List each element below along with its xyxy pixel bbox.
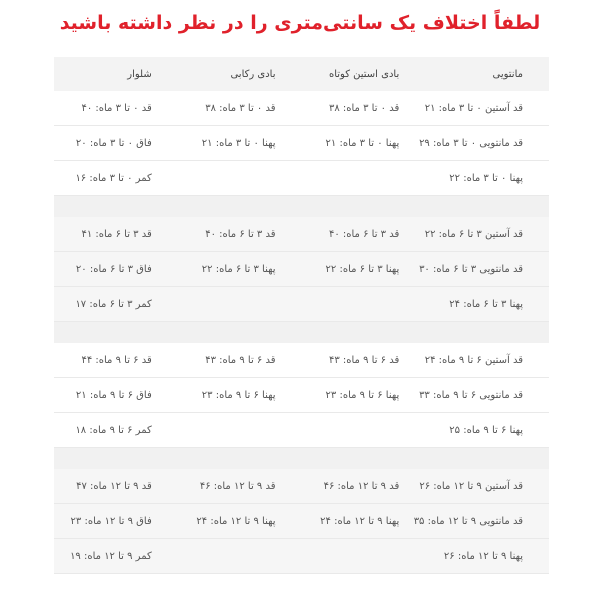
- cell-manto: پهنا ۶ تا ۹ ماه: ۲۵: [449, 424, 523, 436]
- table-row: [54, 252, 549, 287]
- table-row: [54, 504, 549, 539]
- cell-manto: قد مانتویی ۳ تا ۶ ماه: ۳۰: [419, 263, 523, 275]
- cell-pants: کمر ۹ تا ۱۲ ماه: ۱۹: [70, 550, 152, 562]
- cell-short-sleeve-body: [302, 287, 426, 321]
- table-row: [54, 469, 549, 504]
- cell-sleeveless-body: پهنا ۶ تا ۹ ماه: ۲۳: [201, 389, 276, 401]
- cell-manto: قد مانتویی ۹ تا ۱۲ ماه: ۳۵: [413, 515, 523, 527]
- cell-short-sleeve-body: پهنا ۳ تا ۶ ماه: ۲۲: [325, 263, 400, 275]
- table-row: [54, 161, 549, 196]
- table-row: [54, 413, 549, 448]
- cell-short-sleeve-body: پهنا ۹ تا ۱۲ ماه: ۲۴: [320, 515, 400, 527]
- table-row: [54, 217, 549, 252]
- header-cell-manto: مانتویی: [492, 68, 523, 80]
- cell-sleeveless-body: پهنا ۹ تا ۱۲ ماه: ۲۴: [196, 515, 276, 527]
- cell-short-sleeve-body: پهنا ۰ تا ۳ ماه: ۲۱: [325, 137, 400, 149]
- header-cell-pants: شلوار: [127, 68, 152, 80]
- cell-sleeveless-body: قد ۶ تا ۹ ماه: ۴۳: [205, 354, 276, 366]
- cell-pants: فاق ۹ تا ۱۲ ماه: ۲۳: [70, 515, 152, 527]
- cell-pants: فاق ۳ تا ۶ ماه: ۲۰: [75, 263, 152, 275]
- table-row: [54, 287, 549, 322]
- cell-sleeveless-body: [178, 413, 302, 447]
- cell-manto: پهنا ۹ تا ۱۲ ماه: ۲۶: [443, 550, 523, 562]
- group-separator: [54, 448, 549, 469]
- size-table: [54, 57, 549, 574]
- group-separator: [54, 196, 549, 217]
- cell-sleeveless-body: [178, 287, 302, 321]
- cell-sleeveless-body: قد ۹ تا ۱۲ ماه: ۴۶: [199, 480, 276, 492]
- table-row: [54, 343, 549, 378]
- cell-short-sleeve-body: [302, 161, 426, 195]
- cell-short-sleeve-body: قد ۶ تا ۹ ماه: ۴۳: [328, 354, 400, 366]
- cell-short-sleeve-body: [302, 539, 426, 573]
- cell-pants: قد ۶ تا ۹ ماه: ۴۴: [81, 354, 152, 366]
- table-row: [54, 91, 549, 126]
- table-body: [54, 91, 549, 574]
- cell-short-sleeve-body: قد ۳ تا ۶ ماه: ۴۰: [328, 228, 400, 240]
- group-separator: [54, 322, 549, 343]
- cell-pants: قد ۹ تا ۱۲ ماه: ۴۷: [76, 480, 152, 492]
- cell-manto: قد آستین ۹ تا ۱۲ ماه: ۲۶: [419, 480, 523, 492]
- cell-pants: قد ۰ تا ۳ ماه: ۴۰: [81, 102, 152, 114]
- cell-manto: قد آستین ۰ تا ۳ ماه: ۲۱: [424, 102, 523, 114]
- cell-manto: پهنا ۰ تا ۳ ماه: ۲۲: [449, 172, 523, 184]
- cell-short-sleeve-body: قد ۰ تا ۳ ماه: ۳۸: [328, 102, 400, 114]
- cell-pants: کمر ۳ تا ۶ ماه: ۱۷: [75, 298, 152, 310]
- cell-sleeveless-body: پهنا ۰ تا ۳ ماه: ۲۱: [201, 137, 276, 149]
- cell-pants: کمر ۶ تا ۹ ماه: ۱۸: [75, 424, 152, 436]
- cell-manto: قد آستین ۶ تا ۹ ماه: ۲۴: [424, 354, 523, 366]
- cell-sleeveless-body: [178, 161, 302, 195]
- header-cell-short-sleeve-body: بادی استین کوتاه: [328, 68, 400, 80]
- table-header-row: [54, 57, 549, 91]
- cell-pants: کمر ۰ تا ۳ ماه: ۱۶: [75, 172, 152, 184]
- cell-pants: قد ۳ تا ۶ ماه: ۴۱: [81, 228, 152, 240]
- cell-sleeveless-body: قد ۰ تا ۳ ماه: ۳۸: [205, 102, 276, 114]
- cell-pants: فاق ۶ تا ۹ ماه: ۲۱: [75, 389, 152, 401]
- cell-manto: قد آستین ۳ تا ۶ ماه: ۲۲: [424, 228, 523, 240]
- page-title: لطفاً اختلاف یک سانتی‌متری را در نظر داشته باشید: [59, 12, 541, 34]
- cell-sleeveless-body: قد ۳ تا ۶ ماه: ۴۰: [205, 228, 276, 240]
- cell-manto: قد مانتویی ۶ تا ۹ ماه: ۳۳: [419, 389, 523, 401]
- cell-manto: پهنا ۳ تا ۶ ماه: ۲۴: [449, 298, 523, 310]
- cell-short-sleeve-body: قد ۹ تا ۱۲ ماه: ۴۶: [323, 480, 400, 492]
- header-cell-sleeveless-body: بادی رکابی: [230, 68, 276, 80]
- cell-pants: فاق ۰ تا ۳ ماه: ۲۰: [75, 137, 152, 149]
- cell-sleeveless-body: پهنا ۳ تا ۶ ماه: ۲۲: [201, 263, 276, 275]
- cell-short-sleeve-body: [302, 413, 426, 447]
- cell-sleeveless-body: [178, 539, 302, 573]
- table-row: [54, 126, 549, 161]
- cell-manto: قد مانتویی ۰ تا ۳ ماه: ۲۹: [419, 137, 523, 149]
- table-row: [54, 378, 549, 413]
- table-row: [54, 539, 549, 574]
- cell-short-sleeve-body: پهنا ۶ تا ۹ ماه: ۲۳: [325, 389, 400, 401]
